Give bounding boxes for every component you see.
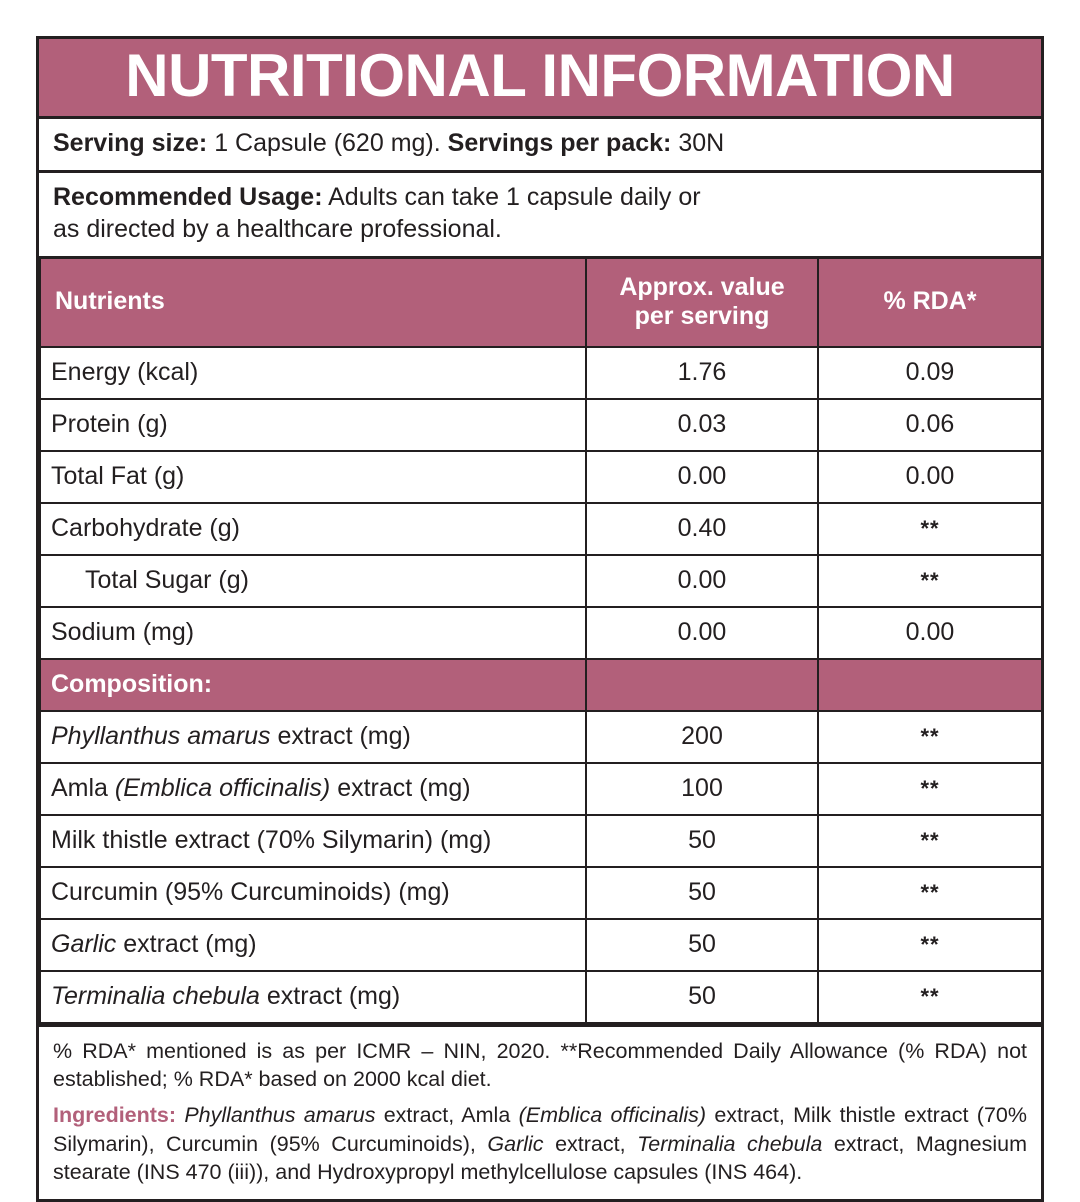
nutrient-rda: **	[818, 555, 1042, 607]
table-row	[40, 555, 1042, 607]
nutrient-name: Protein (g)	[40, 399, 586, 451]
composition-value: 50	[586, 919, 818, 971]
nutrient-name: Total Fat (g)	[40, 451, 586, 503]
nutrient-value: 0.40	[586, 503, 818, 555]
nutrient-rda: 0.00	[818, 607, 1042, 659]
servings-per-pack-value: 30N	[678, 129, 725, 158]
table-row	[40, 399, 1042, 451]
serving-size-value: 1 Capsule (620 mg).	[214, 129, 441, 158]
table-row	[40, 711, 1042, 763]
column-header-nutrients: Nutrients	[40, 259, 586, 347]
table-row	[40, 919, 1042, 971]
column-header-approx-value: Approx. value per serving	[586, 259, 818, 347]
nutrient-rda: **	[818, 503, 1042, 555]
rda-footnote: % RDA* mentioned is as per ICMR – NIN, 2020. **Recommended Daily Allowance (% RDA) not established; % RDA* based on 2000 kcal diet.	[39, 1024, 1041, 1100]
composition-section-row	[40, 659, 1042, 711]
nutrition-table	[39, 259, 1043, 1024]
composition-name: Amla (Emblica officinalis) extract (mg)	[40, 763, 586, 815]
nutrient-value: 0.00	[586, 607, 818, 659]
composition-spacer-value	[586, 659, 818, 711]
composition-rda: **	[818, 763, 1042, 815]
table-row	[40, 347, 1042, 399]
table-row	[40, 971, 1042, 1023]
composition-spacer-rda	[818, 659, 1042, 711]
composition-value: 50	[586, 971, 818, 1023]
composition-rda: **	[818, 711, 1042, 763]
servings-per-pack-label: Servings per pack:	[447, 129, 672, 158]
composition-name: Curcumin (95% Curcuminoids) (mg)	[40, 867, 586, 919]
table-row	[40, 763, 1042, 815]
recommended-usage-row	[39, 173, 1041, 259]
ingredients-label: Ingredients:	[53, 1103, 177, 1128]
table-body	[40, 347, 1042, 1023]
table-header	[40, 259, 1042, 347]
table-row	[40, 503, 1042, 555]
composition-name: Phyllanthus amarus extract (mg)	[40, 711, 586, 763]
nutrient-rda: 0.06	[818, 399, 1042, 451]
nutrient-name: Energy (kcal)	[40, 347, 586, 399]
nutrient-value: 0.00	[586, 555, 818, 607]
composition-rda: **	[818, 867, 1042, 919]
composition-name: Milk thistle extract (70% Silymarin) (mg)	[40, 815, 586, 867]
recommended-usage-line2: as directed by a healthcare professional.	[53, 215, 502, 244]
ingredients-block	[39, 1099, 1041, 1198]
nutrition-panel	[36, 36, 1044, 1202]
recommended-usage-line1: Adults can take 1 capsule daily or	[328, 182, 701, 211]
nutrient-value: 1.76	[586, 347, 818, 399]
composition-rda: **	[818, 919, 1042, 971]
composition-value: 50	[586, 815, 818, 867]
composition-value: 200	[586, 711, 818, 763]
table-row	[40, 451, 1042, 503]
serving-size-label: Serving size:	[53, 129, 208, 158]
nutrient-value: 0.03	[586, 399, 818, 451]
recommended-usage-label: Recommended Usage:	[53, 182, 323, 211]
table-row	[40, 815, 1042, 867]
composition-value: 50	[586, 867, 818, 919]
nutrient-name: Sodium (mg)	[40, 607, 586, 659]
ingredients-text: Phyllanthus amarus extract, Amla (Emblica officinalis) extract, Milk thistle extract (70% Silymarin), Curcumin (95% Curcuminoids), Garlic extract, Terminalia chebula extract, Magnesium stearate (INS 470 (iii)), and Hydroxypropyl methylcellulose capsules (INS 464).	[53, 1103, 1027, 1185]
serving-info-row	[39, 119, 1041, 173]
nutrient-value: 0.00	[586, 451, 818, 503]
nutrient-rda: 0.09	[818, 347, 1042, 399]
composition-rda: **	[818, 815, 1042, 867]
panel-header	[39, 39, 1041, 119]
page-title: NUTRITIONAL INFORMATION	[125, 42, 955, 109]
composition-name: Garlic extract (mg)	[40, 919, 586, 971]
composition-value: 100	[586, 763, 818, 815]
nutrient-name: Total Sugar (g)	[40, 555, 586, 607]
composition-name: Terminalia chebula extract (mg)	[40, 971, 586, 1023]
table-row	[40, 867, 1042, 919]
composition-rda: **	[818, 971, 1042, 1023]
table-row	[40, 607, 1042, 659]
composition-label: Composition:	[40, 659, 586, 711]
nutrient-name: Carbohydrate (g)	[40, 503, 586, 555]
nutrient-rda: 0.00	[818, 451, 1042, 503]
column-header-rda: % RDA*	[818, 259, 1042, 347]
table-header-row	[40, 259, 1042, 347]
